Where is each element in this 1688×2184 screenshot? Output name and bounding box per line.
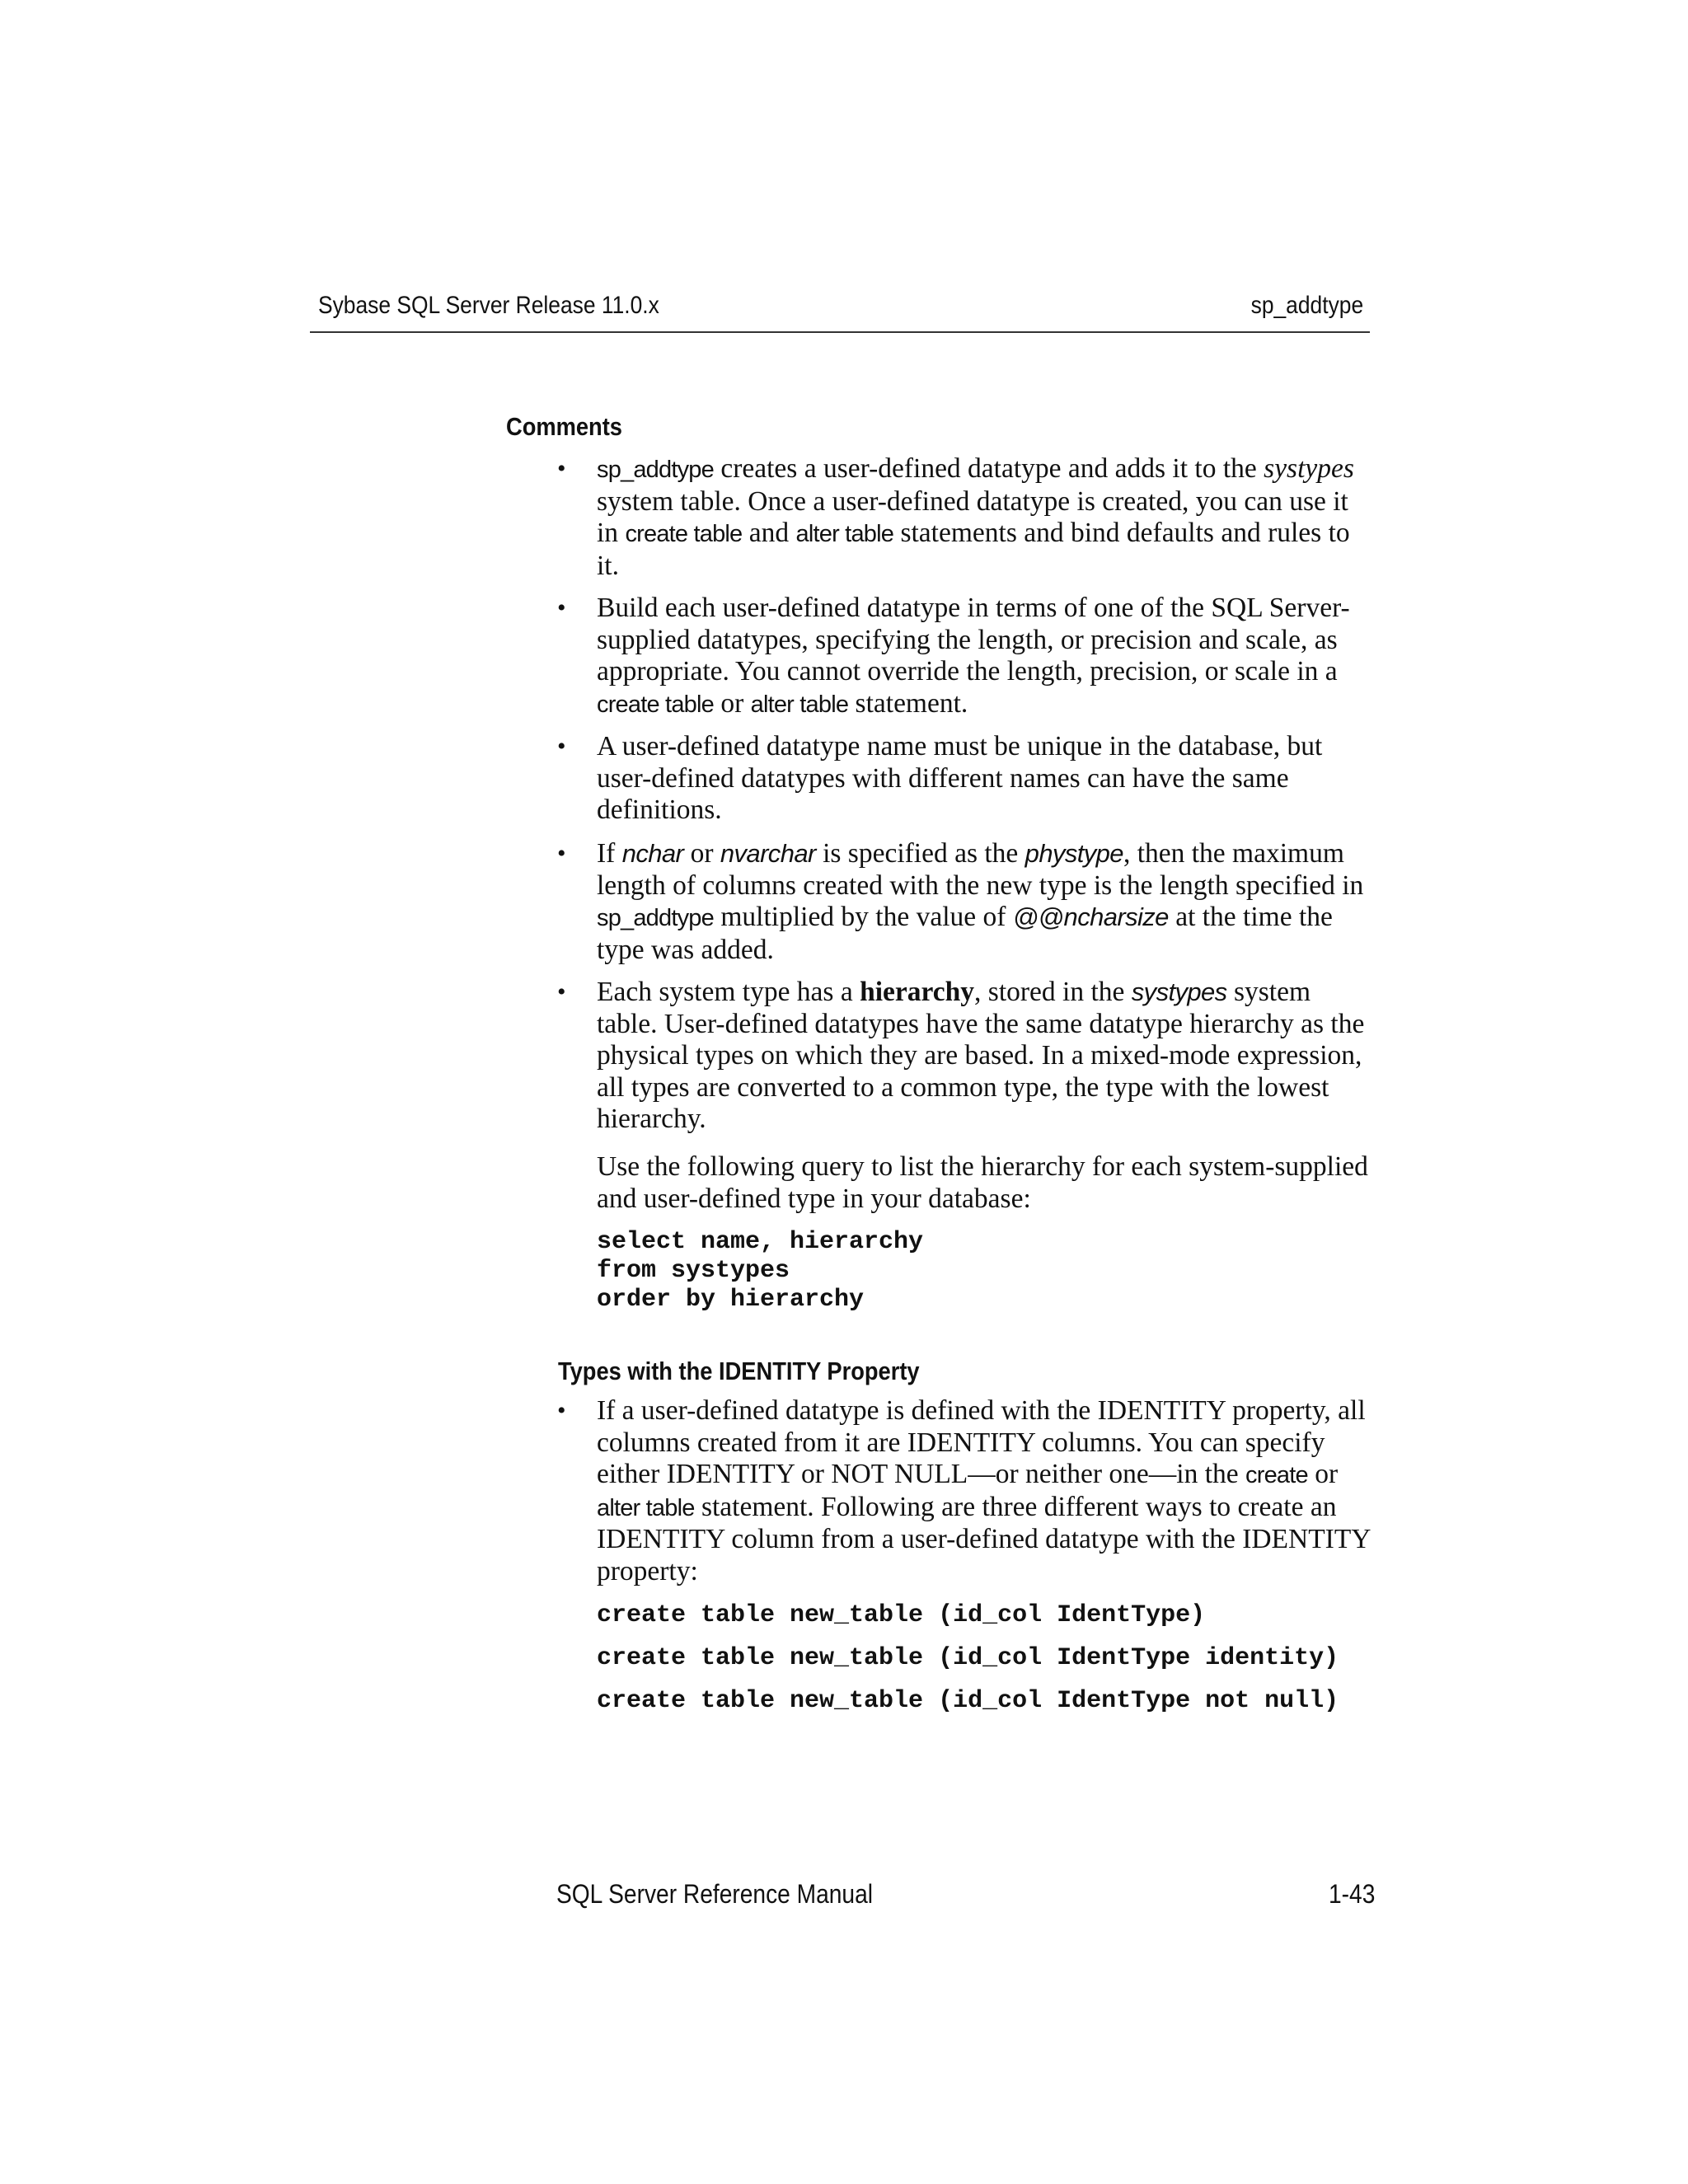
code-line-create-2: create table new_table (id_col IdentType identity) (597, 1644, 1339, 1672)
footer-title: SQL Server Reference Manual (556, 1879, 873, 1909)
code-line: from systypes (597, 1257, 790, 1285)
comment-bullet-5: • Each system type has a hierarchy, stored in the systypes system table. User-defined datatypes have the same datatype hierarchy as the physical types on which they are based. In a mixed-mode expression, all types are converted to a common type, the type with the lowest hierarchy. (597, 977, 1372, 1136)
comments-heading: Comments (506, 412, 622, 441)
code-line: order by hierarchy (597, 1286, 865, 1314)
code-line: select name, hierarchy (597, 1228, 924, 1256)
header-section: sp_addtype (1250, 292, 1363, 319)
running-header (310, 285, 1370, 333)
identity-bullet-1: • If a user-defined datatype is defined with the IDENTITY property, all columns created from it are IDENTITY columns. You can specify either IDENTITY or NOT NULL—or neither one—in the create or alter table statement. Following are three different ways to create an IDENTITY column from a user-defined datatype with the IDENTITY property: (597, 1395, 1372, 1587)
page-number: 1-43 (1329, 1879, 1376, 1909)
command-name: sp_addtype (597, 457, 714, 483)
query-intro-paragraph: Use the following query to list the hierarchy for each system-supplied and user-defined type in your database: (597, 1151, 1368, 1214)
code-line-create-1: create table new_table (id_col IdentType) (597, 1601, 1206, 1629)
header-title: Sybase SQL Server Release 11.0.x (318, 292, 659, 319)
code-line-create-3: create table new_table (id_col IdentType not null) (597, 1687, 1339, 1715)
comment-bullet-1: • sp_addtype creates a user-defined datatype and adds it to the systypes system table. Once a user-defined datatype is created, you can use it in create table and alter table statements and bind defaults and rules to it. (597, 453, 1372, 582)
code-block-query (597, 1228, 923, 1315)
identity-heading: Types with the IDENTITY Property (558, 1357, 920, 1385)
comment-bullet-2: • Build each user-defined datatype in terms of one of the SQL Server-supplied datatypes, specifying the length, or precision and scale, as appropriate. You cannot override the length, precision, or scale in a create table or alter table statement. (597, 593, 1372, 720)
comment-bullet-3: • A user-defined datatype name must be unique in the database, but user-defined datatypes with different names can have the same definitions. (597, 731, 1372, 827)
comment-bullet-4: • If nchar or nvarchar is specified as the phystype, then the maximum length of columns created with the new type is the length specified in sp_addtype multiplied by the value of @@ncharsize at the time the type was added. (597, 838, 1372, 966)
